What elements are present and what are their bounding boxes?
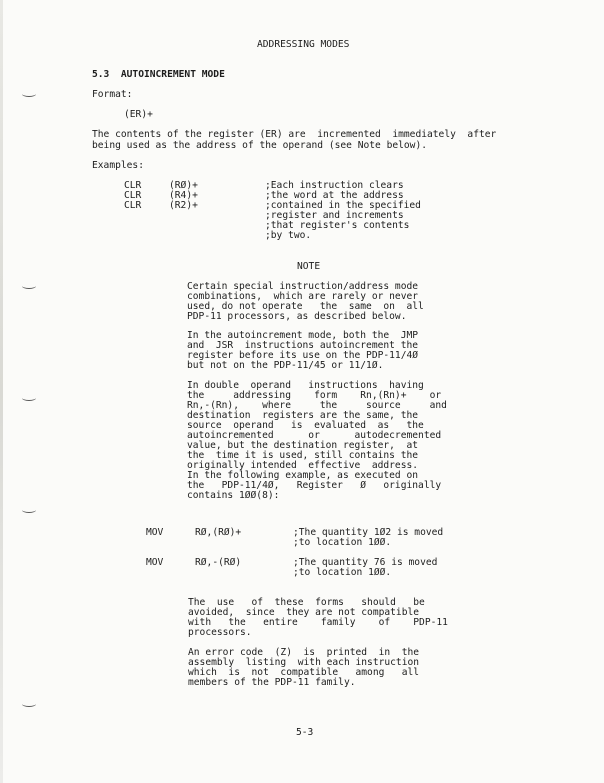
- closing-line: The use of these forms should be: [188, 597, 425, 608]
- example-comment: ;contained in the specified: [265, 200, 421, 211]
- note-line: the PDP-11/4Ø, Register Ø originally: [187, 480, 442, 491]
- intro-line: being used as the address of the operand (see Note below).: [92, 140, 428, 151]
- intro-line: The contents of the register (ER) are incremented immediately after: [92, 129, 497, 140]
- example-op: CLR: [124, 190, 142, 201]
- example-arg: (R4)+: [169, 190, 198, 201]
- closing-line: with the entire family of PDP-11: [188, 617, 448, 628]
- code-comment: ;The quantity 76 is moved: [293, 557, 438, 568]
- example-comment: ;by two.: [265, 230, 312, 241]
- margin-mark: [22, 283, 36, 289]
- code-op: MOV: [146, 527, 164, 538]
- example-comment: ;register and increments: [265, 210, 404, 221]
- format-label: Format:: [92, 89, 133, 100]
- note-line: and JSR instructions autoincrement the: [187, 340, 419, 351]
- note-line: contains 1ØØ(8):: [187, 490, 280, 501]
- note-line: PDP-11 processors, as described below.: [187, 311, 407, 322]
- note-line: the time it is used, still contains the: [187, 450, 419, 461]
- note-line: originally intended effective address.: [187, 460, 419, 471]
- example-arg: (RØ)+: [169, 180, 198, 191]
- section-heading: 5.3 AUTOINCREMENT MODE: [92, 69, 225, 80]
- note-line: Rn,-(Rn), where the source and: [187, 400, 447, 411]
- note-line: autoincremented or autodecremented: [187, 430, 442, 441]
- note-line: In the following example, as executed on: [187, 470, 419, 481]
- code-arg: RØ,-(RØ): [195, 557, 242, 568]
- example-comment: ;Each instruction clears: [265, 180, 404, 191]
- note-line: In the autoincrement mode, both the JMP: [187, 330, 419, 341]
- note-line: In double operand instructions having: [187, 380, 424, 391]
- code-comment: ;to location 1ØØ.: [293, 537, 392, 548]
- note-line: Certain special instruction/address mode: [187, 281, 419, 292]
- note-line: but not on the PDP-11/45 or 11/1Ø.: [187, 360, 384, 371]
- format-value: (ER)+: [124, 109, 153, 120]
- closing-line: avoided, since they are not compatible: [188, 607, 420, 618]
- note-line: used, do not operate the same on all: [187, 301, 424, 312]
- closing-line: processors.: [188, 627, 252, 638]
- margin-mark: [22, 701, 36, 707]
- note-line: destination registers are the same, the: [187, 410, 419, 421]
- example-op: CLR: [124, 200, 142, 211]
- closing-line: members of the PDP-11 family.: [188, 677, 356, 688]
- margin-mark: [22, 91, 36, 97]
- closing-line: An error code (Z) is printed in the: [188, 647, 420, 658]
- margin-mark: [22, 507, 36, 513]
- code-arg: RØ,(RØ)+: [195, 527, 242, 538]
- example-arg: (R2)+: [169, 200, 198, 211]
- code-comment: ;to location 1ØØ.: [293, 567, 392, 578]
- note-line: register before its use on the PDP-11/4Ø: [187, 350, 419, 361]
- example-comment: ;the word at the address: [265, 190, 404, 201]
- code-comment: ;The quantity 1Ø2 is moved: [293, 527, 444, 538]
- page-number: 5-3: [296, 727, 314, 738]
- margin-mark: [22, 395, 36, 401]
- note-line: source operand is evaluated as the: [187, 420, 424, 431]
- scan-edge: [0, 0, 3, 783]
- closing-line: assembly listing with each instruction: [188, 657, 420, 668]
- page-header: ADDRESSING MODES: [257, 39, 350, 50]
- code-op: MOV: [146, 557, 164, 568]
- note-title: NOTE: [297, 261, 321, 272]
- example-comment: ;that register's contents: [265, 220, 410, 231]
- note-line: value, but the destination register, at: [187, 440, 419, 451]
- note-line: combinations, which are rarely or never: [187, 291, 419, 302]
- note-line: the addressing form Rn,(Rn)+ or: [187, 390, 442, 401]
- examples-label: Examples:: [92, 160, 144, 171]
- example-op: CLR: [124, 180, 142, 191]
- closing-line: which is not compatible among all: [188, 667, 420, 678]
